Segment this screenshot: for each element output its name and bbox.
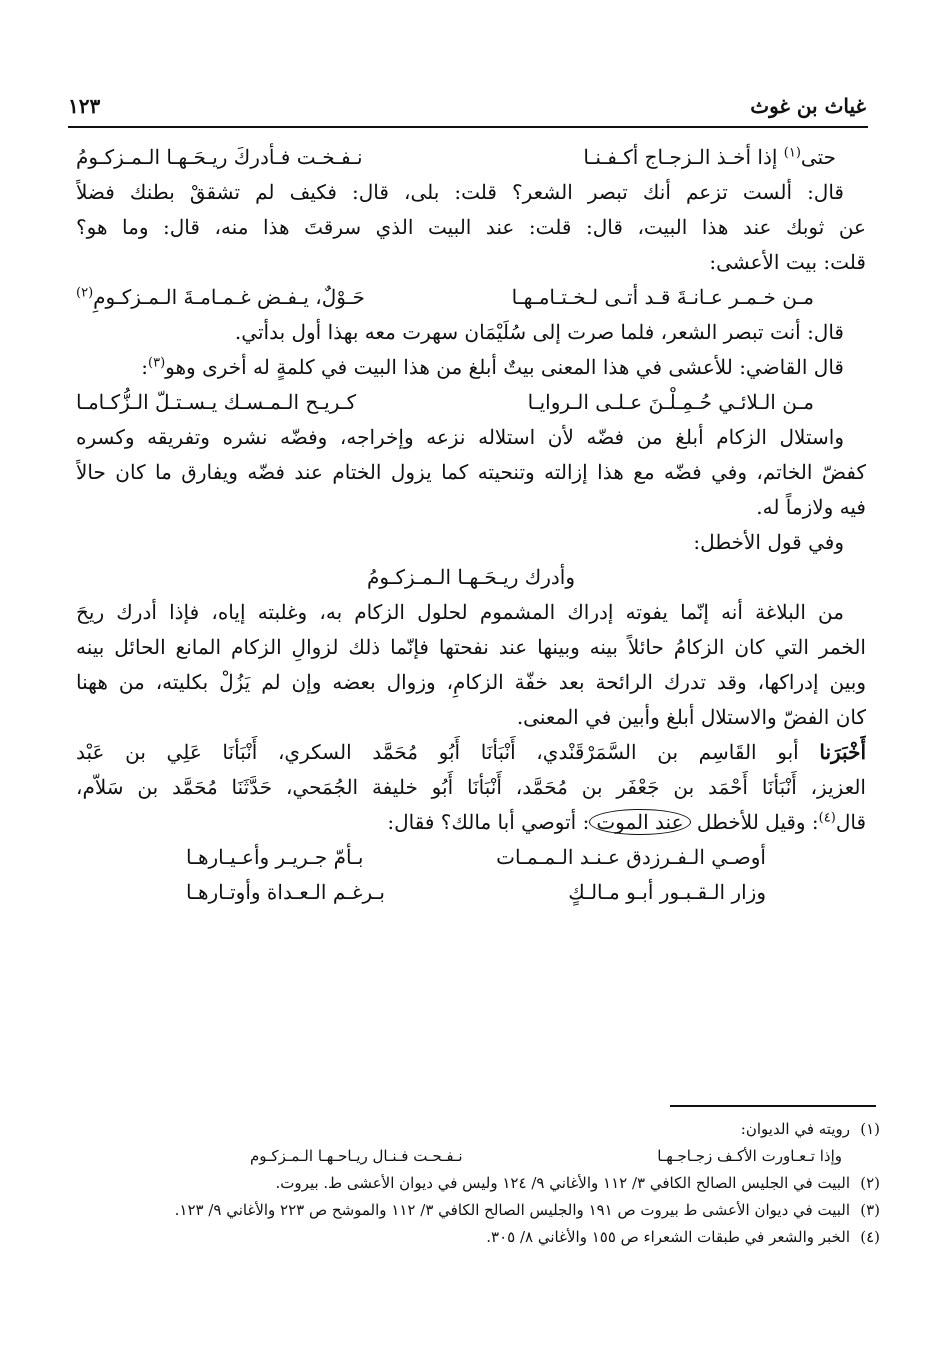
- text-line: الخمر التي كان الزكامُ حائلاً بينه وبينها عند نفحتها فإنّما ذلك لزوالِ الزكام المانع الحائل بينه: [76, 635, 866, 659]
- verse-line: [76, 875, 866, 910]
- isnad-lead-word: أَخْبَرَنا: [819, 740, 866, 764]
- text-line: قال: ألست تزعم أنك تبصر الشعر؟ قلت: بلى، قال: فكيف لم تشققْ بطنك فضلاً: [76, 180, 844, 204]
- verse-line: [76, 385, 866, 420]
- circled-annotation: عند الموت: [589, 809, 690, 835]
- footnote: [100, 1116, 880, 1143]
- footnote-number: (٣): [860, 1201, 880, 1219]
- text-line: وبين إدراكها، وقد تدرك الرائحة بعد خفّة الزكامِ، وزوال بعضه وإن لم يَزُلْ بكليته، من ههنا: [76, 670, 866, 694]
- footnote-verse: [100, 1143, 880, 1170]
- running-title: غياث بن غوث: [750, 94, 866, 118]
- verse-hemistich-second: حَـوْلٌ، يـفـض غـمـامـةَ الـمـزكـومِ$^{(٢)}$: [76, 285, 365, 309]
- quoted-hemistich: وأدرك ريـحَـهـا الـمـزكـومُ: [366, 565, 576, 589]
- verse-hemistich-first: وزار الـقـبـور أبـو مـالـكٍ: [568, 880, 766, 904]
- footnote-text: البيت في الجليس الصالح الكافي ٣/ ١١٢ والأغاني ٩/ ١٢٤ وليس في ديوان الأعشى ط. بيروت.: [275, 1174, 850, 1192]
- footnote-number: (١): [860, 1120, 880, 1138]
- verse-hemistich-first: مـن خـمـر عـانـةَ قـد أتـى لـخـتـامـهـا: [511, 285, 814, 309]
- verse-line: [76, 840, 866, 875]
- verse-hemistich-second: نـفـخـت فـأدركَ ريـحَـهـا الـمـزكـومُ: [76, 145, 363, 169]
- text-line: كان الفضّ والاستلال أبلغ وأبين في المعنى.: [516, 705, 866, 729]
- footnote: [100, 1197, 880, 1224]
- text-line: واستلال الزكام أبلغ من فضّه لأن استلاله نزعه وإخراجه، وفضّه نشره وتفريقه وكسره: [76, 425, 844, 449]
- text-line: كفضّ الخاتم، وفي فضّه مع هذا إزالته وتنحيته كما يزول الختام عند فضّه ويفارق ما كان حالاً: [76, 460, 866, 484]
- footnote-text: البيت في ديوان الأعشى ط بيروت ص ١٩١ والجليس الصالح الكافي ٣/ ١١٢ والموشح ص ٢٢٣ والأغاني ٩/ ١٢٣.: [174, 1201, 850, 1219]
- footnotes: [100, 1116, 880, 1251]
- footnote-rule: [670, 1105, 876, 1107]
- text-line: قال القاضي: للأعشى في هذا المعنى بيتٌ أبلغ من هذا البيت في كلمةٍ له أخرى وهو$^{(٣)}$:: [141, 355, 844, 379]
- verse-hemistich-first: أوصـي الـفـرزدق عـنـد الـمـمـات: [496, 845, 766, 869]
- verse-hemistich-second: بـأمّ جـريـر وأعـيـارهـا: [186, 845, 364, 869]
- text-line: من البلاغة أنه إنّما يفوته إدراك المشموم لحلول الزكام به، وغلبته إياه، فإذا أدرك ريحَ: [76, 600, 844, 624]
- verse-line: [76, 280, 866, 315]
- verse-hemistich-second: كـريـح الـمـسـك يـسـتـلّ الـزُّكـامـا: [76, 390, 357, 414]
- text-line: قال: أنت تبصر الشعر، فلما صرت إلى سُلَيْمَان سهرت معه بهذا أول بدأتي.: [234, 320, 844, 344]
- isnad-line: أَخْبَرَنا أبو القَاسِم بن السَّمَرْقَنْدي، أَنْبَأنَا أَبُو مُحَمَّد السكري، أَنْبَأنَا عَلِي بن عَبْد: [76, 740, 866, 764]
- footnote-ref: (٤): [818, 810, 836, 826]
- section-intro: وفي قول الأخطل:: [693, 530, 844, 554]
- text-line: قلت: بيت الأعشى:: [709, 250, 866, 274]
- footnote-ref: (١): [783, 145, 801, 161]
- footnote-ref: (٣): [148, 355, 166, 371]
- header-rule: [68, 126, 868, 128]
- main-text: [76, 140, 866, 910]
- footnote: [100, 1224, 880, 1251]
- footnote-text: الخبر والشعر في طبقات الشعراء ص ١٥٥ والأغاني ٨/ ٣٠٥.: [486, 1228, 850, 1246]
- text-line: فيه ولازماً له.: [756, 495, 866, 519]
- footnote-number: (٢): [860, 1174, 880, 1192]
- text-line: عن ثوبك عند هذا البيت، قال: قلت: عند البيت الذي سرقتَ هذا منه، قال: وما هو؟: [76, 215, 866, 239]
- isnad-line: قال$^{(٤)}$: وقيل للأخطل عند الموت: أتوصي أبا مالك؟ فقال:: [387, 810, 866, 834]
- isnad-line: العزيز، أَنْبَأنَا أَحْمَد بن جَعْفَر بن مُحَمَّد، أَنْبَأنَا أَبُو خليفة الجُمَحي، حَدَّثَنَا مُحَمَّد بن سَلاّم،: [76, 775, 866, 799]
- footnote-text: رويته في الديوان:: [740, 1120, 850, 1138]
- verse-line: [76, 140, 866, 175]
- verse-hemistich-first: مـن الـلائـي حُـمِـلْـنَ عـلـى الـروايـا: [527, 390, 814, 414]
- verse-hemistich-first: حتى$^{(١)}$ إذا أخـذ الـزجـاج أكـفـنـا: [583, 145, 836, 169]
- footnote-ref: (٢): [76, 285, 94, 301]
- footnote: [100, 1170, 880, 1197]
- page-number: ١٢٣: [68, 94, 101, 118]
- verse-hemistich-second: بـرغـم الـعـداة وأوتـارهـا: [186, 880, 385, 904]
- footnote-number: (٤): [860, 1228, 880, 1246]
- verse-hemistich-first: وإذا تـعـاورت الأكـف زجـاجـهـا: [657, 1147, 842, 1165]
- running-header: [68, 84, 866, 118]
- verse-hemistich-second: نـفـحـت فـنـال ريـاحـهـا الـمـزكـوم: [250, 1147, 463, 1165]
